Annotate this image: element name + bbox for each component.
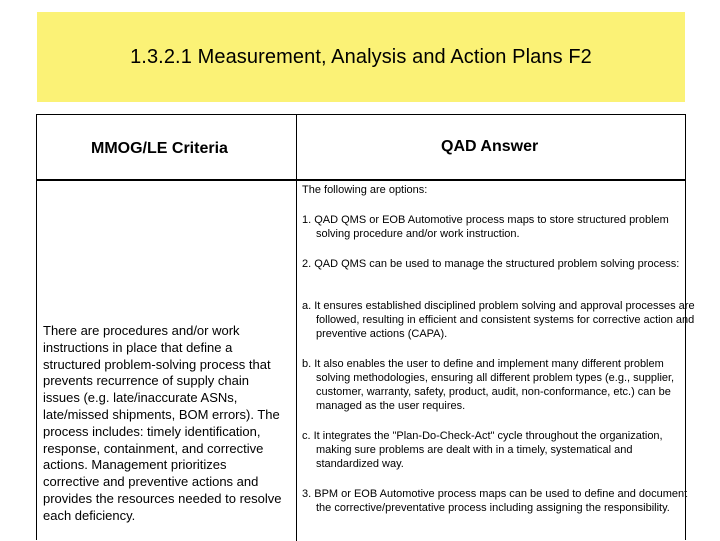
answer-intro: The following are options: (302, 184, 428, 196)
criteria-table (36, 114, 695, 540)
answer-cell (298, 181, 695, 541)
answer-item-a: a. It ensures established disciplined problem solving and approval processes are followed, resulting in efficient and consistent systems for corrective action and preventive actions (CAPA). (302, 300, 695, 340)
answer-item-2: 2. QAD QMS can be used to manage the structured problem solving process: (302, 258, 680, 270)
answer-item-b: b. It also enables the user to define and implement many different problem solving methodologies, ensuring all different problem types (e.g., supplier, customer, warranty, safety, product, audit, non-conformance, etc.) can be managed as the user requires. (302, 358, 675, 412)
answer-item-c: c. It integrates the "Plan-Do-Check-Act" cycle throughout the organization, making sure problems are dealt with in a timely, systematical and standardized way. (302, 430, 663, 470)
answer-item-3: 3. BPM or EOB Automotive process maps can be used to define and document the corrective/preventative process including assigning the responsibility. (302, 488, 688, 514)
title-banner (37, 12, 685, 102)
criteria-cell (37, 181, 297, 541)
answer-item-1: 1. QAD QMS or EOB Automotive process maps to store structured problem solving procedure and/or work instruction. (302, 214, 669, 240)
criteria-text: There are procedures and/or work instructions in place that define a structured problem-solving process that prevents recurrence of supply chain issues (e.g. late/inaccurate ASNs, late/missed shipments, BOM errors). The process includes: timely identification, response, containment, and corrective actions. Management prioritizes corrective and preventive actions and provides the resources needed to resolve each deficiency. (43, 323, 282, 523)
header-answer-label: QAD Answer (441, 138, 539, 155)
header-cell-criteria (37, 115, 297, 180)
slide-title: 1.3.2.1 Measurement, Analysis and Action Plans F2 (130, 45, 592, 68)
header-criteria-label: MMOG/LE Criteria (91, 140, 228, 157)
header-cell-answer (297, 115, 685, 180)
